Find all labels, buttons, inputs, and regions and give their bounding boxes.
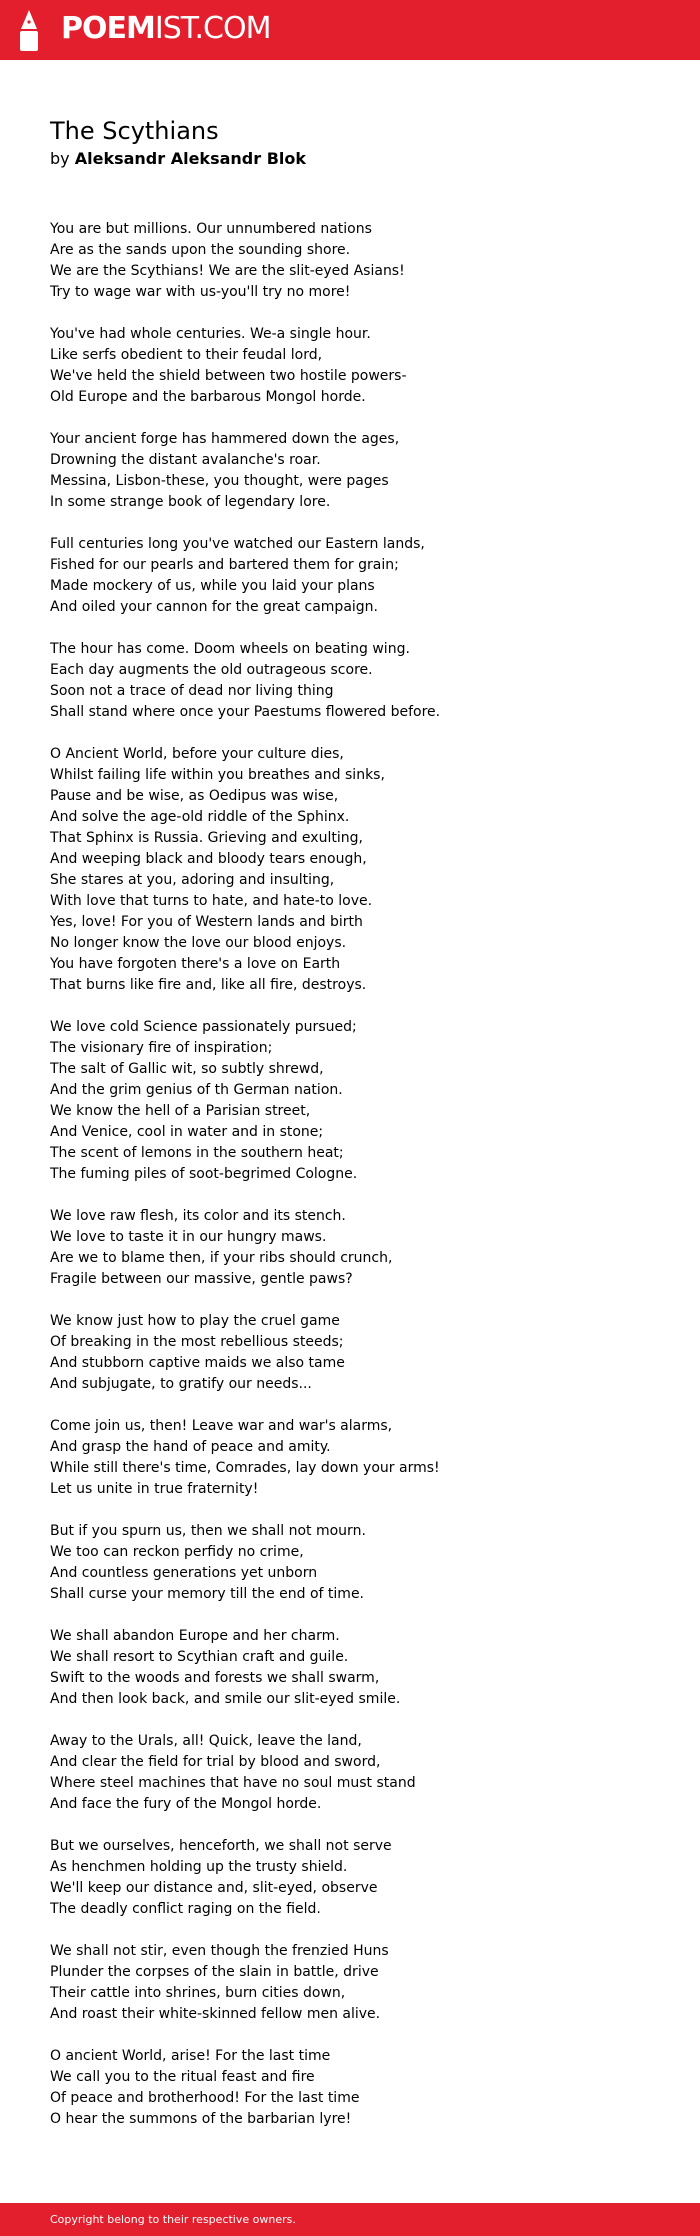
poem-line: Let us unite in true fraternity! — [50, 1481, 259, 1497]
poem-line: While still there's time, Comrades, lay down your arms! — [50, 1460, 440, 1476]
site-footer — [0, 2203, 700, 2236]
poem-line: And then look back, and smile our slit-eyed smile. — [50, 1691, 401, 1707]
poem-stanza — [50, 1626, 650, 1710]
poem-line: Your ancient forge has hammered down the ages, — [50, 431, 400, 447]
poem-line: In some strange book of legendary lore. — [50, 494, 331, 510]
poem-line: With love that turns to hate, and hate-to love. — [50, 893, 373, 909]
poem-line: We've held the shield between two hostile powers- — [50, 368, 407, 384]
poem-body — [50, 219, 650, 2151]
brand-bold: POEM — [61, 11, 155, 46]
site-logo-text[interactable] — [61, 10, 270, 48]
poem-line: Pause and be wise, as Oedipus was wise, — [50, 788, 339, 804]
poem-line: Fragile between our massive, gentle paws? — [50, 1271, 353, 1287]
poem-stanza — [50, 219, 650, 303]
poem-line: And stubborn captive maids we also tame — [50, 1355, 345, 1371]
poem-line: And the grim genius of th German nation. — [50, 1082, 343, 1098]
poem-line: Shall curse your memory till the end of time. — [50, 1586, 365, 1602]
poem-stanza — [50, 639, 650, 723]
poem-line: Each day augments the old outrageous score. — [50, 662, 373, 678]
poem-line: The fuming piles of soot-begrimed Cologne. — [50, 1166, 358, 1182]
poem-stanza — [50, 744, 650, 996]
poem-line: And solve the age-old riddle of the Sphinx. — [50, 809, 350, 825]
poem-line: Fished for our pearls and bartered them for grain; — [50, 557, 399, 573]
poem-stanza — [50, 1416, 650, 1500]
poem-line: You've had whole centuries. We-a single hour. — [50, 326, 371, 342]
poem-line: We know the hell of a Parisian street, — [50, 1103, 311, 1119]
brand-light: IST.COM — [154, 11, 271, 46]
poem-line: And grasp the hand of peace and amity. — [50, 1439, 331, 1455]
poem-byline — [50, 149, 306, 169]
poem-stanza — [50, 1731, 650, 1815]
poem-line: Come join us, then! Leave war and war's alarms, — [50, 1418, 393, 1434]
poem-line: And Venice, cool in water and in stone; — [50, 1124, 324, 1140]
poem-stanza — [50, 2046, 650, 2130]
poem-line: Messina, Lisbon-these, you thought, were pages — [50, 473, 389, 489]
poem-line: Swift to the woods and forests we shall swarm, — [50, 1670, 380, 1686]
poem-line: That Sphinx is Russia. Grieving and exulting, — [50, 830, 363, 846]
poem-line: And oiled your cannon for the great campaign. — [50, 599, 378, 615]
poem-stanza — [50, 1017, 650, 1185]
poem-line: But we ourselves, henceforth, we shall not serve — [50, 1838, 392, 1854]
poem-line: And weeping black and bloody tears enough, — [50, 851, 367, 867]
poem-line: Are as the sands upon the sounding shore. — [50, 242, 351, 258]
poem-line: We love to taste it in our hungry maws. — [50, 1229, 327, 1245]
poem-line: Made mockery of us, while you laid your plans — [50, 578, 375, 594]
poem-line: The salt of Gallic wit, so subtly shrewd, — [50, 1061, 324, 1077]
site-header — [0, 0, 700, 60]
poem-stanza — [50, 429, 650, 513]
poem-line: Shall stand where once your Paestums flowered before. — [50, 704, 441, 720]
poem-line: We know just how to play the cruel game — [50, 1313, 340, 1329]
poem-line: We shall resort to Scythian craft and guile. — [50, 1649, 349, 1665]
poem-line: And roast their white-skinned fellow men alive. — [50, 2006, 381, 2022]
poem-line: Like serfs obedient to their feudal lord, — [50, 347, 323, 363]
poem-line: Plunder the corpses of the slain in battle, drive — [50, 1964, 379, 1980]
poem-line: Of breaking in the most rebellious steeds; — [50, 1334, 344, 1350]
poem-line: Where steel machines that have no soul must stand — [50, 1775, 416, 1791]
poem-stanza — [50, 1311, 650, 1395]
poem-line: And clear the field for trial by blood and sword, — [50, 1754, 381, 1770]
poem-stanza — [50, 1521, 650, 1605]
poem-line: The deadly conflict raging on the field. — [50, 1901, 321, 1917]
poem-stanza — [50, 534, 650, 618]
poem-line: We love cold Science passionately pursued; — [50, 1019, 357, 1035]
pen-nib-icon[interactable] — [17, 9, 41, 51]
poem-line: The scent of lemons in the southern heat; — [50, 1145, 344, 1161]
poem-line: And subjugate, to gratify our needs... — [50, 1376, 312, 1392]
poem-stanza — [50, 1206, 650, 1290]
poem-line: Drowning the distant avalanche's roar. — [50, 452, 321, 468]
poem-line: Yes, love! For you of Western lands and birth — [50, 914, 363, 930]
poem-line: We are the Scythians! We are the slit-eyed Asians! — [50, 263, 405, 279]
poem-line: We'll keep our distance and, slit-eyed, observe — [50, 1880, 378, 1896]
poem-line: Try to wage war with us-you'll try no more! — [50, 284, 351, 300]
poem-line: And countless generations yet unborn — [50, 1565, 318, 1581]
poem-stanza — [50, 324, 650, 408]
poem-line: We shall not stir, even though the frenzied Huns — [50, 1943, 389, 1959]
poem-line: You are but millions. Our unnumbered nations — [50, 221, 372, 237]
poem-line: Their cattle into shrines, burn cities down, — [50, 1985, 346, 2001]
poem-line: As henchmen holding up the trusty shield. — [50, 1859, 348, 1875]
poem-stanza — [50, 1941, 650, 2025]
poem-line: O hear the summons of the barbarian lyre! — [50, 2111, 352, 2127]
poem-line: Are we to blame then, if your ribs should crunch, — [50, 1250, 393, 1266]
poem-line: But if you spurn us, then we shall not mourn. — [50, 1523, 366, 1539]
poem-line: She stares at you, adoring and insulting, — [50, 872, 335, 888]
poem-line: Whilst failing life within you breathes and sinks, — [50, 767, 385, 783]
poem-line: We call you to the ritual feast and fire — [50, 2069, 315, 2085]
copyright-text: Copyright belong to their respective owners. — [50, 2213, 296, 2226]
poem-line: Of peace and brotherhood! For the last time — [50, 2090, 360, 2106]
poem-line: O Ancient World, before your culture dies, — [50, 746, 344, 762]
poem-title: The Scythians — [50, 117, 219, 145]
by-label: by — [50, 149, 70, 168]
poem-line: The visionary fire of inspiration; — [50, 1040, 273, 1056]
poem-line: We love raw flesh, its color and its stench. — [50, 1208, 346, 1224]
poem-line: No longer know the love our blood enjoys. — [50, 935, 347, 951]
poem-line: The hour has come. Doom wheels on beating wing. — [50, 641, 410, 657]
poem-line: O ancient World, arise! For the last time — [50, 2048, 331, 2064]
poem-author: Aleksandr Aleksandr Blok — [74, 149, 306, 168]
poem-line: We shall abandon Europe and her charm. — [50, 1628, 340, 1644]
poem-line: You have forgoten there's a love on Earth — [50, 956, 341, 972]
poem-line: Soon not a trace of dead nor living thing — [50, 683, 334, 699]
poem-line: Old Europe and the barbarous Mongol horde. — [50, 389, 366, 405]
poem-line: Away to the Urals, all! Quick, leave the land, — [50, 1733, 362, 1749]
poem-line: And face the fury of the Mongol horde. — [50, 1796, 322, 1812]
poem-line: Full centuries long you've watched our Eastern lands, — [50, 536, 425, 552]
poem-line: We too can reckon perfidy no crime, — [50, 1544, 304, 1560]
poem-stanza — [50, 1836, 650, 1920]
poem-line: That burns like fire and, like all fire, destroys. — [50, 977, 367, 993]
